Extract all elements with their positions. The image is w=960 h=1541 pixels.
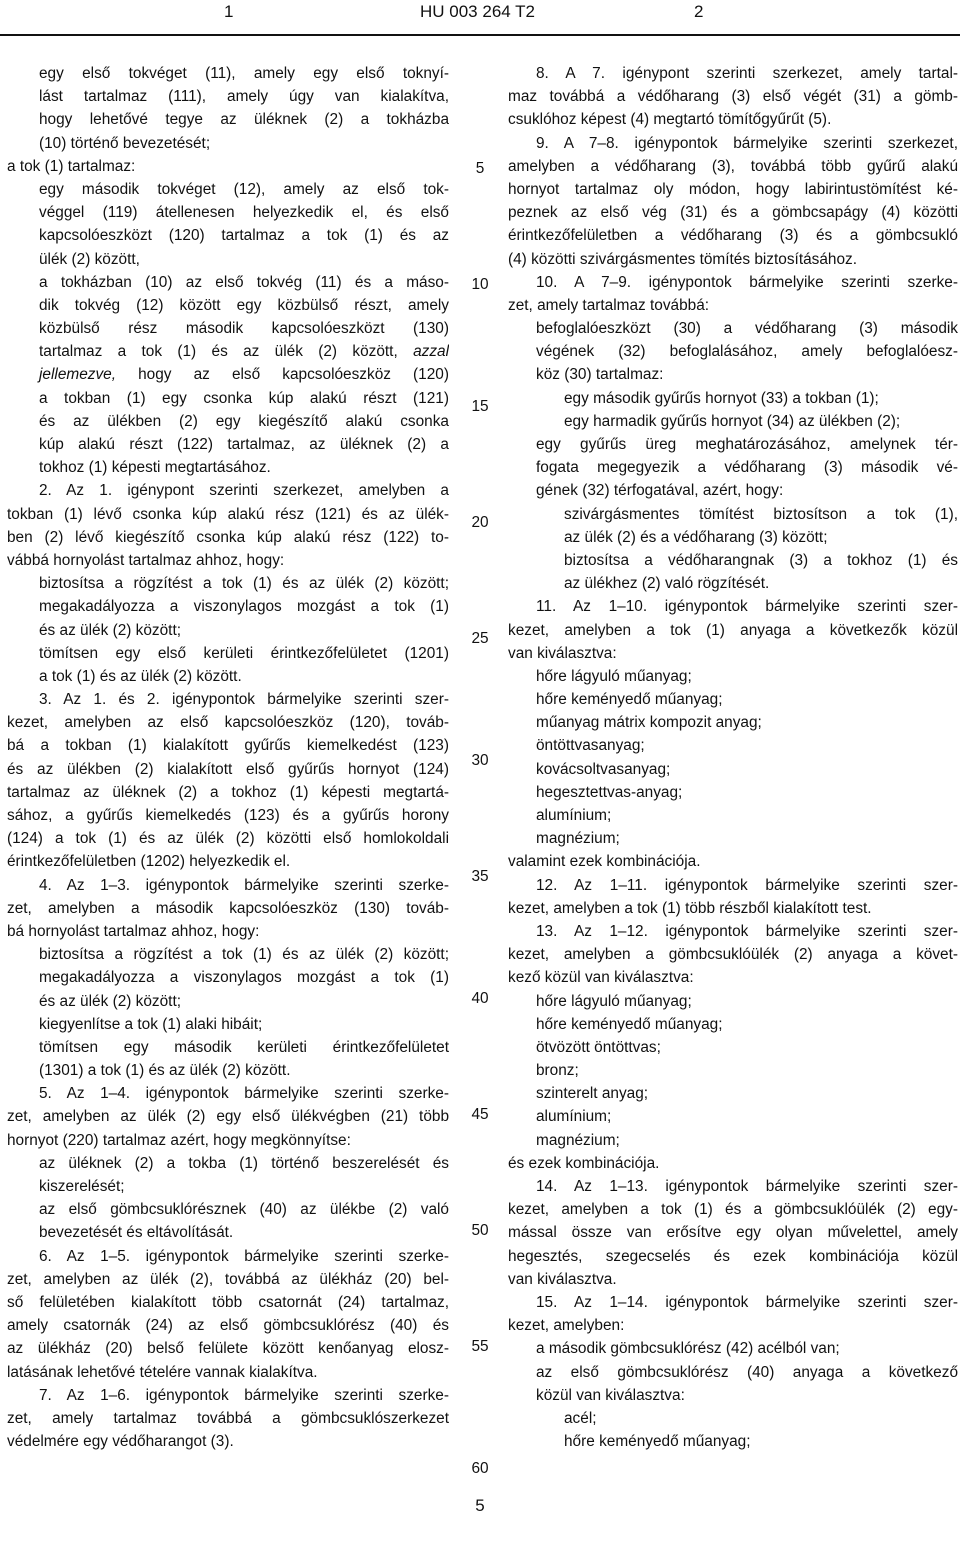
claim-start: 11. Az 1–10. igénypontok bármelyike szerinti szer- <box>536 598 958 616</box>
list-item: hegesztettvas-anyag; <box>536 783 683 801</box>
text-line: kezet, amelyben a gömbcsuklóülék (2) anyaga a követ- <box>508 946 958 964</box>
text-line: sához, a gyűrűs kiemelkedés (123) és a gyűrűs horony <box>7 807 449 824</box>
footer-page-number: 5 <box>475 1496 485 1515</box>
claim-start: 12. Az 1–11. igénypontok bármelyike szerinti szer- <box>536 876 958 894</box>
text-line: kezet, amelyben: <box>508 1317 625 1335</box>
text-line: egy első tokvéget (11), amely egy első toknyí- <box>39 65 449 82</box>
text-line: tokhoz (1) képesti megtartásához. <box>39 459 271 477</box>
text-line: amelyben a védőharang (3), továbbá több gyűrű alakú <box>508 157 958 175</box>
text-line: biztosítsa a rögzítést a tok (1) és az ülék (2) között; <box>39 946 449 964</box>
claim-start: 15. Az 1–14. igénypontok bármelyike szerinti szer- <box>536 1293 958 1311</box>
text-line: bá hornyolást tartalmaz ahhoz, hogy: <box>7 922 260 940</box>
text-line: hogy lehetővé tegye az üléknek (2) a tokházba <box>39 111 449 129</box>
list-item: szinterelt anyag; <box>536 1085 649 1103</box>
text-line: valamint ezek kombinációja. <box>508 853 701 871</box>
text-line: latásának lehetővé tételére vannak kialakítva. <box>7 1363 318 1381</box>
text-line: védelmére egy védőharangot (3). <box>7 1433 234 1451</box>
right-column <box>508 62 958 1453</box>
list-item: magnézium; <box>536 1131 620 1149</box>
claim-start: 13. Az 1–12. igénypontok bármelyike szerinti szer- <box>536 922 958 940</box>
text-line: egy második gyűrűs hornyot (33) a tokban (1); <box>564 389 879 407</box>
claim-start: 10. A 7–9. igénypontok bármelyike szerinti szerke- <box>536 273 958 291</box>
line-number: 55 <box>471 1338 489 1355</box>
text-line: egy harmadik gyűrűs hornyot (34) az ülékben (2); <box>564 412 901 430</box>
list-item: hőre lágyuló műanyag; <box>536 667 692 685</box>
line-number: 50 <box>471 1222 489 1239</box>
text-line: a tok (1) tartalmaz: <box>7 157 136 175</box>
text-line: hornyot (220) tartalmaz azért, hogy megkönnyítse: <box>7 1131 351 1149</box>
header-page-left: 1 <box>224 2 234 21</box>
text-line: az üléknek (2) a tokba (1) történő beszerelését és <box>39 1154 449 1172</box>
claim-start: 14. Az 1–13. igénypontok bármelyike szerinti szer- <box>536 1178 958 1195</box>
text-line: az ülékhez (2) való rögzítését. <box>564 575 770 593</box>
text-line: (10) történő bevezetését; <box>39 134 211 152</box>
header-page-right: 2 <box>694 2 704 21</box>
text-line: maz továbbá a védőharang (3) első végét (31) a gömb- <box>508 88 958 106</box>
list-item: kovácsoltvasanyag; <box>536 760 671 778</box>
text-line: az első gömbcsuklórésznek (40) az ülékbe (2) való <box>39 1201 449 1219</box>
text-line: a tok (1) és az ülék (2) között. <box>39 667 242 685</box>
text-line: kiegyenlítse a tok (1) alaki hibáit; <box>39 1015 263 1033</box>
text-line: közbülső rész második kapcsolóeszközt (130) <box>39 320 449 338</box>
line-number: 15 <box>471 398 489 415</box>
left-column <box>7 62 449 1453</box>
text-line: az első gömbcsuklórész (40) anyaga a következő <box>536 1363 958 1381</box>
text-line: hornyot tartalmaz oly módon, hogy labirintustömítést ké- <box>508 180 958 198</box>
claim-start: 5. Az 1–4. igénypontok bármelyike szerinti szerke- <box>39 1085 449 1103</box>
text-line: és az ülék (2) között; <box>39 992 181 1010</box>
text-line: (4) közötti szivárgásmentes tömítés biztosításához. <box>508 250 857 268</box>
text-line: (124) a tok (1) és az ülék (2) közötti első homlokoldali <box>7 830 449 848</box>
text-line: egy második tokvéget (12), amely az első tok- <box>39 180 449 198</box>
text-line: tömítsen egy második kerületi érintkezőfelületet <box>39 1038 449 1056</box>
header-rule <box>0 34 960 36</box>
list-item: magnézium; <box>536 830 620 848</box>
header-title: HU 003 264 T2 <box>420 2 535 21</box>
text-line: vábbá hornyolást tartalmaz ahhoz, hogy: <box>7 551 285 569</box>
list-item: öntöttvasanyag; <box>536 737 645 755</box>
list-item: acél; <box>564 1409 597 1427</box>
text-line: kezet, amelyben az első kapcsolóeszköz (120), továb- <box>7 714 449 732</box>
list-item: alumínium; <box>536 807 612 824</box>
text-line: biztosítsa a rögzítést a tok (1) és az ülék (2) között; <box>39 575 449 593</box>
text-line: ülék (2) között, <box>39 250 140 268</box>
text-line: zet, amelyben a második kapcsolóeszköz (130) továb- <box>7 899 449 917</box>
text-line: érintkezőfelületben a védőharang (3) és a gömbcsukló <box>508 227 958 245</box>
text-line: kiszerelését; <box>39 1178 125 1195</box>
text-line: tömítsen egy első kerületi érintkezőfelületet (1201) <box>39 644 449 662</box>
text-line: kezet, amelyben a tok (1) és a gömbcsuklóülék (2) egy- <box>508 1201 958 1219</box>
text-line: peznek az első vég (31) és a gömbcsapágy (4) közötti <box>508 204 958 222</box>
line-number: 20 <box>471 514 489 531</box>
list-item: bronz; <box>536 1062 579 1080</box>
list-item: hőre keményedő műanyag; <box>536 691 723 709</box>
text-line: ben (2) lévő kiegészítő csonka kúp alakú rész (122) to- <box>7 528 449 546</box>
claim-start: 3. Az 1. és 2. igénypontok bármelyike szerinti szer- <box>39 691 449 709</box>
text-line: lást tartalmaz (111), amely úgy van kialakítva, <box>39 88 449 106</box>
list-item: hőre lágyuló műanyag; <box>536 992 692 1010</box>
line-number: 5 <box>475 160 485 177</box>
text-line: ső felületében kialakított több csatornát (24) tartalmaz, <box>7 1293 449 1311</box>
text-line: az ülék (2) és a védőharang (3) között; <box>564 528 828 546</box>
text-line: a tokházban (10) az első tokvég (11) és a máso- <box>39 273 449 291</box>
text-line: és az ülék (2) között; <box>39 621 181 639</box>
text-line: a tokban (1) egy csonka kúp alakú részt (121) <box>39 389 449 407</box>
text-line: zet, amelyben az ülék (2), továbbá az ülékház (20) bel- <box>7 1270 449 1288</box>
text-line: van kiválasztva. <box>508 1270 617 1288</box>
list-item: hőre keményedő műanyag; <box>536 1015 723 1033</box>
line-number: 45 <box>471 1106 489 1123</box>
text-line: gének (32) térfogatával, azért, hogy: <box>536 482 784 500</box>
text-line: érintkezőfelületben (1202) helyezkedik el. <box>7 853 291 871</box>
text-line: zet, amelyben az ülék (2) egy első ülékvégben (21) több <box>7 1108 449 1126</box>
text-line: hegesztés, szegecselés és ezek kombinációja közül <box>508 1247 958 1265</box>
claim-start: 2. Az 1. igénypont szerinti szerkezet, amelyben a <box>39 482 449 500</box>
text-line: mással össze van erősítve egy olyan művelettel, amely <box>508 1224 958 1242</box>
text-line: van kiválasztva: <box>508 644 617 662</box>
list-item: műanyag mátrix kompozit anyag; <box>536 714 762 732</box>
text-line: zet, amely tartalmaz továbbá: <box>508 296 710 314</box>
text-line: kezet, amelyben a tok (1) több részből kialakított test. <box>508 899 872 917</box>
text-line: tokban (1) lévő csonka kúp alakú rész (121) és az ülék- <box>7 505 449 523</box>
text-line: a második gömbcsuklórész (42) acélból van; <box>536 1340 840 1358</box>
text-line: véggel (119) átellenesen helyezkedik el, és első <box>39 204 449 222</box>
claim-start: 8. A 7. igénypont szerinti szerkezet, amely tartal- <box>536 65 958 82</box>
text-line: és az ülékben (2) kialakított első gyűrűs hornyot (124) <box>7 760 449 778</box>
text-line: az ülékház (20) belső felülete között kenőanyag elosz- <box>7 1340 449 1358</box>
line-number: 10 <box>471 276 489 293</box>
list-item: hőre keményedő műanyag; <box>564 1433 751 1451</box>
list-item: alumínium; <box>536 1108 612 1126</box>
text-line: egy gyűrűs üreg meghatározásához, amelynek tér- <box>536 436 958 453</box>
text-line: bá a tokban (1) kialakított gyűrűs kiemelkedést (123) <box>7 737 449 755</box>
text-line: amely csatornák (24) az első gömbcsuklórész (40) és <box>7 1317 449 1335</box>
text-line: jellemezve, hogy az első kapcsolóeszköz (120) <box>39 366 449 384</box>
text-line: és az ülékben (2) egy kiegészítő alakú csonka <box>39 412 449 430</box>
text-line: bevezetését és eltávolítását. <box>39 1224 234 1242</box>
text-line: kapcsolóeszközt (120) tartalmaz a tok (1) és az <box>39 227 449 245</box>
claim-start: 7. Az 1–6. igénypontok bármelyike szerinti szerke- <box>39 1386 449 1404</box>
text-line: zet, amely tartalmaz továbbá a gömbcsuklószerkezet <box>7 1409 449 1427</box>
line-number: 30 <box>471 752 489 769</box>
list-item: ötvözött öntöttvas; <box>536 1038 661 1056</box>
claim-start: 6. Az 1–5. igénypontok bármelyike szerinti szerke- <box>39 1247 449 1265</box>
text-line: megakadályozza a viszonylagos mozgást a tok (1) <box>39 598 449 616</box>
line-number: 40 <box>471 990 489 1007</box>
text-line: megakadályozza a viszonylagos mozgást a tok (1) <box>39 969 449 987</box>
text-line: kezet, amelyben a tok (1) anyaga a következők közül <box>508 621 958 639</box>
text-line: dik tokvég (12) között egy közbülső részt, amely <box>39 296 449 314</box>
text-line: köz (30) tartalmaz: <box>536 366 664 384</box>
text-line: csuklóhoz képest (4) megtartó tömítőgyűrűt (5). <box>508 111 832 129</box>
claim-start: 4. Az 1–3. igénypontok bármelyike szerinti szerke- <box>39 876 449 894</box>
claim-start: 9. A 7–8. igénypontok bármelyike szerinti szerkezet, <box>536 134 958 152</box>
text-line: fogata megegyezik a védőharang (3) második vé- <box>536 459 958 477</box>
text-line: biztosítsa a védőharangnak (3) a tokhoz (1) és <box>564 551 958 569</box>
text-line: befoglalóeszközt (30) a védőharang (3) második <box>536 320 958 338</box>
text-line: (1301) a tok (1) és az ülék (2) között. <box>39 1062 291 1080</box>
text-line: közül van kiválasztva: <box>536 1386 685 1404</box>
text-line: szivárgásmentes tömítést biztosítson a tok (1), <box>564 505 958 523</box>
text-line: tartalmaz az üléknek (2) a tokhoz (1) képesti megtartá- <box>7 783 449 801</box>
text-line: kező közül van kiválasztva: <box>508 969 694 987</box>
line-number: 25 <box>471 630 489 647</box>
text-line: kúp alakú részt (122) tartalmaz, az üléknek (2) a <box>39 436 449 453</box>
line-number: 60 <box>471 1460 489 1477</box>
line-number: 35 <box>471 868 489 885</box>
text-line: és ezek kombinációja. <box>508 1154 660 1172</box>
text-line: tartalmaz a tok (1) és az ülék (2) között, azzal <box>39 343 449 361</box>
text-line: végének (32) befoglalásához, amely befoglalóesz- <box>536 343 958 361</box>
